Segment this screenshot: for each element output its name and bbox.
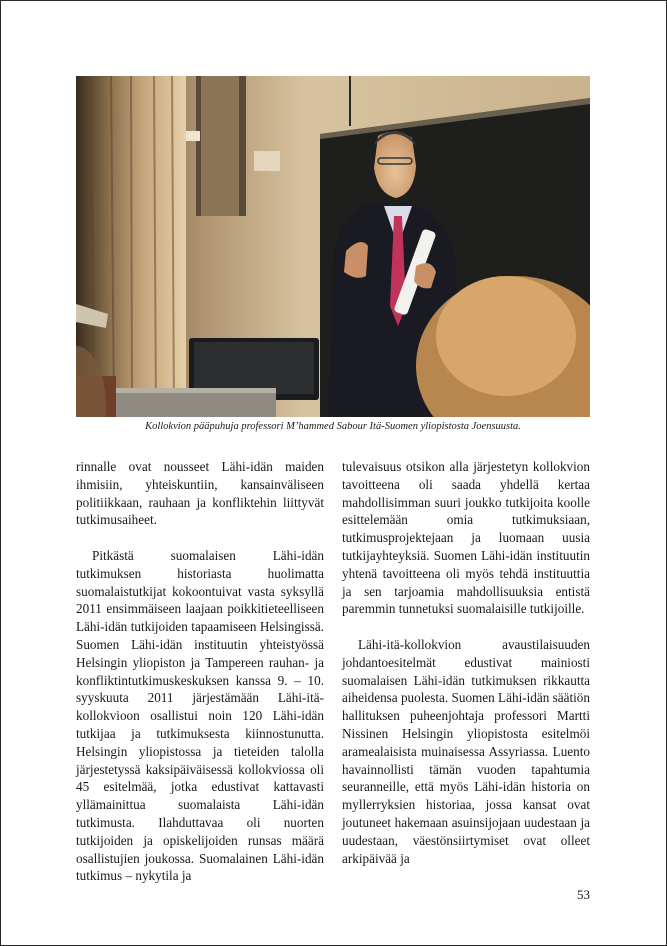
photo-caption: Kollokvion pääpuhuja professori M’hammed Sabour Itä-Suomen yliopistosta Joensuusta. <box>145 421 521 432</box>
paragraph: Pitkästä suomalaisen Lähi-idän tutkimuksen historiasta huolimatta suomalaistutkijat kokoontuivat vasta syksyllä 2011 ensimmäiseen laajaan poikkitieteelliseen Lähi-idän tutkijoiden tapaamiseen Helsingissä. Suomen Lähi-idän instituutin yhteistyössä Helsingin yliopiston ja Tampereen rauhan- ja konfliktintutkimuskeskuksen kanssa 9. – 10. syyskuuta 2011 järjestämään Lähi-itä-kollokvioon osallistui noin 120 Lähi-idän tutkijaa ja tutkimuksesta kiinnostunutta. Helsingin yliopistossa ja tieteiden talolla järjestetyssä kaksipäiväisessä kollokviossa oli 45 esitelmää, jotka edustivat kattavasti yllämainittua suomalaista Lähi-idän tutkimusta. Ilahduttavaa oli nuorten tutkijoiden ja opiskelijoiden runsas määrä osallistujien joukossa. Suomalainen Lähi-idän tutkimus – nykytila ja <box>76 547 324 884</box>
text-column-right <box>342 458 590 867</box>
text-column-left <box>76 458 324 885</box>
paragraph: tulevaisuus otsikon alla järjestetyn kollokvion tavoitteena oli saada yhdellä kertaa mahdollisimman suuri joukko tutkijoita koolle esittelemään omia tutkimuksiaan, tutkimusprojektejaan ja luomaan uusia tutkijayhteyksiä. Suomen Lähi-idän instituutin yhtenä tavoitteena oli myös tehdä instituuttia ja sen tarjoamia mahdollisuuksia entistä paremmin tunnetuksi suomalaisille tutkijoille. <box>342 459 590 617</box>
lecture-photo <box>76 76 590 417</box>
paragraph: rinnalle ovat nousseet Lähi-idän maiden ihmisiin, yhteiskuntiin, kansainväliseen politiikkaan, rauhaan ja konfliktehin liittyvät tutkimusaiheet. <box>76 459 324 528</box>
paragraph: Lähi-itä-kollokvion avaustilaisuuden johdantoesitelmät edustivat mainiosti suomalaisen Lähi-idän tutkimuksen rikkautta aiheidensa puolesta. Suomen Lähi-idän säätiön hallituksen puheenjohtaja professori Martti Nissinen Helsingin yliopistosta esitelmöi aramealaisista muinaisessa Assyriassa. Luento havainnollisti tämän vuoden tapahtumia seuranneille, että myös Lähi-idän historia on myllerryksien historiaa, jossa kansat ovat joutuneet hakemaan asuinsijojaan uudestaan ja uudestaan, väestönsiirtymiset ovat olleet arkipäivää ja <box>342 636 590 866</box>
page-number: 53 <box>577 887 590 902</box>
